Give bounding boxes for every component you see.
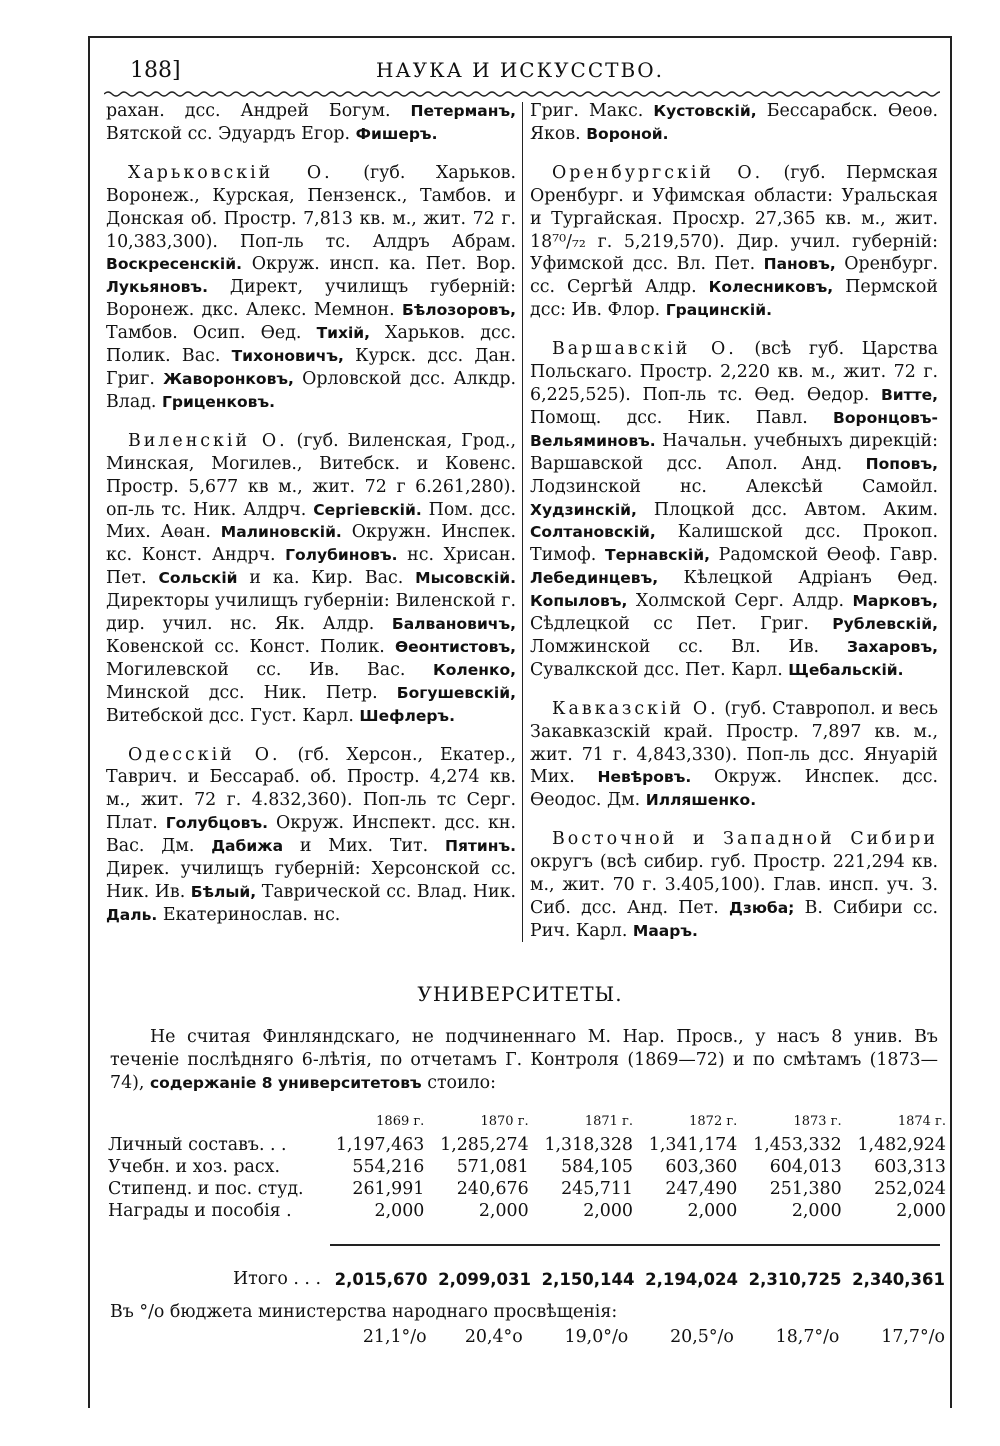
name-bold: Дзюба; [729,899,795,917]
name-bold: Тернавскій, [605,546,710,565]
total-value: 2,150,144 [541,1269,635,1289]
percent-label: Въ °/о бюджета министерства народнаго просвѣщенія: [110,1302,618,1322]
percent-value: 20,4°о [464,1327,523,1347]
name-bold: Воронцовъ-Вельяминовъ. [530,408,938,450]
paragraph [530,100,938,146]
table-row [108,1134,946,1156]
text-run: (губ. Виленская, Грод., Минская, Могилев., Витебск. и Ковенс. Простр. 5,677 кв м., жит. 72 г 6.261,280). оп-ль тс. Ник. Алдрч. [106,430,516,520]
running-title: НАУКА И ИСКУССТВО. [376,58,664,82]
text-run: Не считая Финляндскаго, не подчиненнаго М. Нар. Просв., у насъ 8 унив. Въ теченіе послѣдняго 6-лѣтія, по отчетамъ Г. Контроля (1869—72) и по смѣтамъ (1873—74), [110,1027,938,1093]
paragraph [530,828,938,943]
percent-spacer [108,1326,322,1348]
cell-value: 1,285,274 [440,1135,529,1155]
name-bold: Кустовскій, [653,102,757,120]
name-bold: Коленко, [433,660,516,679]
text-run: и ка. Кир. Вас. [237,568,416,589]
text-run: Плоцкой дсс. Автом. Аким. [636,499,938,520]
cell-value: 252,024 [874,1179,946,1199]
total-value: 2,015,670 [334,1269,428,1289]
text-run: Окружн. Инспек. кс. Конст. Андрч. [106,522,516,566]
cell-value: 604,013 [769,1157,842,1177]
name-bold: Голубиновъ. [285,546,398,565]
name-bold: Малиновскій. [220,523,342,542]
cell-value: 554,216 [352,1157,425,1177]
text-run: Ломжинской сс. Вл. Ив. [530,636,847,657]
row-label: Стипенд. и пос. студ. [108,1179,304,1199]
paragraph [530,162,938,322]
paragraph [106,100,516,146]
text-run: Курск. дсс. Дан. Григ. [106,346,516,389]
name-bold: содержаніе 8 университетовъ [149,1074,422,1092]
text-run: Калишской дсс. Прокоп. Тимоф. [530,522,938,566]
expenses-table [108,1108,946,1222]
text-run: (губ. Пермская Оренбург. и Уфимская области: Уральская и Тургайская. Просхр. 27,365 кв. м., жит. 18⁷⁰/₇₂ г. 5,219,570). Дир. учил. губерній: Уфимской дсс. Вл. Пет. [530,162,939,275]
left-column [106,100,516,943]
name-bold: Худзинскій, [530,500,637,519]
text-run: Холмской Серг. Алдр. [627,591,853,612]
name-bold: Мысовскій. [415,569,516,588]
right-column [530,100,938,959]
paragraph [106,430,516,728]
table-row [108,1178,946,1200]
table-row [108,1156,946,1178]
text-run: Пермской дсс: Ив. Флор. [530,277,938,321]
name-bold: Петерманъ, [410,102,516,120]
percent-value: 20,5°/о [670,1327,734,1347]
cell-value: 2,000 [374,1201,425,1221]
total-value: 2,194,024 [645,1269,738,1289]
text-run: Директоры училищъ губерніи: Виленской г. дир. учил. нс. Як. Алдр. [106,591,516,635]
name-bold: Жаворонковъ, [163,369,294,388]
text-run: Начальн. учебныхъ дирекцій: Варшавской дсс. Апол. Анд. [530,430,938,474]
cell-value: 1,482,924 [857,1135,946,1155]
text-run: Дирек. училищъ губерній: Херсонской сс. Ник. Ив. [106,859,516,902]
text-run: рахан. дсс. Андрей Богум. [106,101,411,121]
name-bold: Грацинскій. [665,301,772,320]
total-label: Итого . . . [232,1269,321,1289]
name-bold: Сольскій [158,569,238,588]
year-header: 1871 г. [584,1113,633,1129]
intro-paragraph [110,1026,938,1095]
district-heading: Варшавскій О. [552,339,737,360]
cell-value: 2,000 [687,1201,738,1221]
cell-value: 1,341,174 [648,1135,738,1155]
cell-value: 1,197,463 [335,1135,425,1155]
name-bold: Лукьяновъ. [106,278,208,297]
text-run: и Мих. Тит. [283,836,445,857]
cell-value: 1,453,332 [753,1135,842,1155]
text-run: (губ. Ставропол. и весь Закавказскій край. Простр. 7,897 кв. м., жит. 71 г. 4,843,330). Поп-ль дсс. Януарій Мих. [530,698,938,788]
district-heading: Восточной и Западной Сибири [552,829,938,850]
name-bold: Щебальскій. [788,660,904,679]
district-heading: Виленскій О. [128,430,288,451]
name-bold: Гриценковъ. [161,392,276,411]
name-bold: Лебединцевъ, [530,569,659,588]
text-run: Харьков. дсс. Полик. Вас. [106,323,516,367]
district-heading: Одесскій О. [128,744,281,765]
text-run: нс. Хрисан. Пет. [106,545,516,589]
column-divider [522,102,523,942]
cell-value: 2,000 [478,1201,529,1221]
text-run: Ковенской сс. Конст. Полик. [106,636,395,657]
name-bold: Воскресенскій. [106,255,242,274]
name-bold: Богушевскій, [396,683,516,702]
name-bold: Бѣлый, [190,883,257,901]
percent-value: 17,7°/о [881,1327,945,1347]
year-header: 1872 г. [689,1113,738,1129]
text-run: округъ (всѣ сибир. губ. Простр. 221,294 кв. м., жит. 70 г. 3.405,100). Глав. инсп. уч. З. Сиб. дсс. Анд. Пет. [530,852,938,918]
name-bold: Мааръ. [632,921,698,940]
cell-value: 2,000 [583,1201,633,1221]
text-run: Могилевской сс. Ив. Вас. [106,659,434,680]
text-run: Вятской сс. Эдуардъ Егор. [106,123,356,144]
name-bold: Ѳеонтистовъ, [394,637,516,656]
cell-value: 251,380 [769,1179,842,1199]
cell-value: 240,676 [456,1179,529,1199]
text-run: Григ. Макс. [530,101,654,121]
total-value: 2,310,725 [748,1269,842,1289]
text-run: Директ, училищъ губерній: Воронеж. дкс. Алекс. Мемнон. [106,277,516,321]
text-run: Окруж. инсп. ка. Пет. Вор. [241,254,516,275]
name-bold: Илляшенко. [645,791,757,810]
name-bold: Копыловъ, [530,592,628,611]
text-run: Бессарабск. Ѳеоѳ. Яков. [530,101,938,144]
year-header: 1874 г. [897,1113,946,1129]
name-bold: Невѣровъ. [597,768,692,787]
percent-value: 19,0°/о [564,1327,629,1347]
percents-row [108,1326,946,1348]
text-run: Лодзинской нс. Алексѣй Самойл. [530,476,938,497]
text-run: Таврической сс. Влад. Ник. [256,882,516,902]
paragraph [530,698,938,813]
text-run: Радомской Ѳеоф. Гавр. [709,545,938,566]
page-number: 188] [130,58,181,83]
cell-value: 603,313 [874,1157,946,1177]
cell-value: 2,000 [791,1201,842,1221]
name-bold: Захаровъ, [846,637,938,656]
name-bold: Пятинъ. [444,837,516,856]
row-label: Награды и пособія . [108,1201,292,1221]
cell-value: 571,081 [456,1157,529,1177]
year-header: 1870 г. [480,1113,529,1129]
text-run: Витебской дсс. Густ. Карл. [106,705,360,726]
header-blank [108,1108,320,1134]
year-header: 1873 г. [793,1113,842,1129]
name-bold: Рублевскій, [832,615,938,634]
percent-value: 18,7°/о [775,1327,840,1347]
name-bold: Вороной. [586,124,669,143]
name-bold: Балвановичъ, [391,615,516,634]
name-bold: Тихоновичъ, [231,347,344,366]
table-row [108,1200,946,1222]
text-run: Сувалкской дсс. Пет. Карл. [530,659,789,680]
cell-value: 245,711 [561,1179,633,1199]
name-bold: Дабижа [211,837,284,856]
district-heading: Кавказскій О. [552,698,719,719]
cell-value: 261,991 [352,1179,425,1199]
cell-value: 584,105 [561,1157,633,1177]
district-heading: Харьковскій О. [128,162,333,183]
name-bold: Голубцовъ. [165,814,268,833]
sum-rule [330,1244,940,1246]
text-run: Минской дсс. Ник. Петр. [106,682,397,703]
name-bold: Шефлеръ. [359,706,455,725]
text-run: (всѣ губ. Царства Польскаго. Простр. 2,220 кв. м., жит. 72 г. 6,225,525). Поп-ль тс. Ѳед. Ѳедор. [530,339,938,405]
text-run: Окруж. Инспек. дсс. Ѳеодос. Дм. [530,767,939,811]
name-bold: Поповъ, [865,454,938,473]
text-run: Окруж. Инспект. дсс. кн. Вас. Дм. [106,813,516,857]
text-run: (гб. Херсон., Екатер., Таврич. и Бессараб. об. Простр. 4,274 кв. м., жит. 72 г. 4.832,360). Поп-ль тс Серг. Плат. [106,744,516,834]
name-bold: Солтановскій, [530,523,656,542]
paragraph [106,744,516,927]
percent-value: 21,1°/о [362,1327,427,1347]
page-header [100,58,940,88]
section-title: УНИВЕРСИТЕТЫ. [417,982,623,1006]
totals-row [108,1268,946,1290]
total-value: 2,340,361 [852,1269,945,1289]
paragraph [530,338,938,682]
text-run: стоило: [421,1073,496,1093]
cell-value: 247,490 [665,1179,738,1199]
name-bold: Фишеръ. [355,124,438,143]
text-run: В. Сибири сс. Рич. Карл. [530,898,938,941]
cell-value: 1,318,328 [544,1135,633,1155]
text-run: Орловской дсс. Алкдр. Влад. [106,368,517,412]
name-bold: Витте, [880,385,938,404]
text-run: Кѣлецкой Адріанъ Ѳед. [658,568,938,589]
name-bold: Пановъ, [763,255,836,274]
cell-value: 603,360 [665,1157,738,1177]
text-run: Оренбург. сс. Сергѣй Алдр. [530,254,938,298]
name-bold: Тихій, [316,324,371,343]
text-run: Пом. дсс. Мих. Аѳан. [106,499,516,543]
name-bold: Даль. [106,905,158,924]
name-bold: Бѣлозоровъ, [402,301,516,320]
name-bold: Марковъ, [852,592,938,611]
paragraph [106,162,516,414]
row-label: Учебн. и хоз. расх. [108,1157,280,1177]
wavy-rule [104,88,940,100]
text-run: Сѣдлецкой сс Пет. Григ. [530,614,833,635]
row-label: Личный составъ. . . [108,1135,287,1155]
district-heading: Оренбургскій О. [552,162,764,183]
cell-value: 2,000 [896,1201,946,1221]
name-bold: Сергіевскій. [313,500,422,519]
year-header: 1869 г. [376,1113,425,1129]
name-bold: Колесниковъ, [708,278,834,297]
text-run: (губ. Харьков. Воронеж., Курская, Пензенск., Тамбов. и Донская об. Простр. 7,813 кв. м., жит. 72 г. 10,383,300). Поп-ль тс. Алдръ Абрам. [106,162,516,252]
text-run: Помощ. дсс. Ник. Павл. [530,407,834,428]
total-value: 2,099,031 [438,1269,531,1289]
text-run: Екатеринослав. нс. [157,904,341,925]
universities-intro [110,1026,938,1095]
text-run: Тамбов. Осип. Ѳед. [106,323,317,344]
